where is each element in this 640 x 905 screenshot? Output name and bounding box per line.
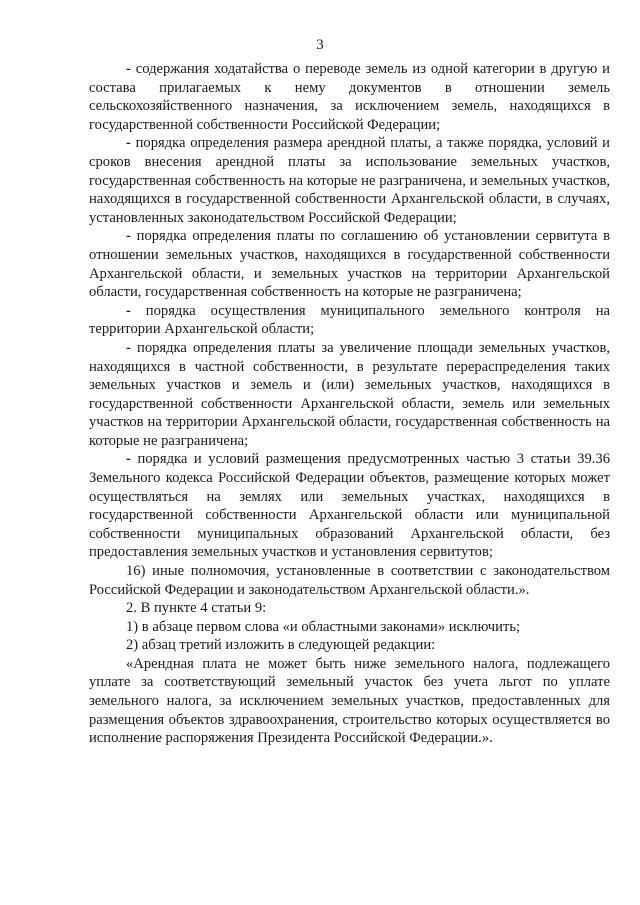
list-dash: - xyxy=(126,339,131,356)
paragraph: 2) абзац третий изложить в следующей редакции: xyxy=(126,637,436,654)
page-number: 3 xyxy=(316,37,324,53)
paragraph xyxy=(89,227,610,301)
list-dash: - xyxy=(126,61,131,77)
paragraph xyxy=(89,339,610,451)
paragraph-text: порядка осуществления муниципального земельного контроля на территории Архангельской области; xyxy=(89,302,610,338)
list-dash: - xyxy=(126,228,131,245)
paragraph-text: порядка определения размера арендной платы, а также порядка, условий и сроков внесения арендной платы за использование земельных участков, государственная собственность на которые не разграничена, и земельных участков, находящихся в государственной собственности Архангельской области, в случаях, установленных законодательством Российской Федерации; xyxy=(89,135,610,226)
paragraph-text: порядка определения платы по соглашению об установлении сервитута в отношении земельных участков, находящихся в государственной собственности Архангельской области, и земельных участков на территории Архангельской области, государственная собственность на которые не разграничена; xyxy=(89,228,610,301)
text-block-section-2 xyxy=(89,599,610,748)
paragraph: 2. В пункте 4 статьи 9: xyxy=(126,600,267,616)
list-dash: - xyxy=(126,135,131,152)
paragraph xyxy=(89,302,610,339)
paragraph xyxy=(89,60,610,134)
paragraph xyxy=(89,562,610,599)
paragraph xyxy=(89,134,610,227)
paragraph-text: порядка определения платы за увеличение площади земельных участков, находящихся в частной собственности, в результате перераспределения таких земельных участков и земель и (или) земельных участков, находящихся в государственной собственности Архангельской области, земель или земельных участков на территории Архангельской области, государственная собственность на которые не разграничена; xyxy=(89,339,610,449)
paragraph xyxy=(89,450,610,562)
paragraph-text: содержания ходатайства о переводе земель из одной категории в другую и состава прилагаемых к нему документов в отношении земель сельскохозяйственного назначения, за исключением земель, находящихся в государственной собственности Российской Федерации; xyxy=(89,61,610,133)
list-dash: - xyxy=(126,302,131,319)
paragraph: «Арендная плата не может быть ниже земельного налога, подлежащего уплате за соответствующий земельный участок без учета льгот по уплате земельного налога, за исключением земельных участков, предоставленных для размещения объектов здравоохранения, строительство которых осуществляется во исполнение распоряжения Президента Российской Федерации.». xyxy=(89,655,610,747)
list-dash: - xyxy=(126,451,131,468)
text-block-main xyxy=(89,60,610,599)
paragraph-text: порядка и условий размещения предусмотренных частью 3 статьи 39.36 Земельного кодекса Российской Федерации объектов, размещение которых может осуществляться на землях или земельных участках, находящихся в государственной собственности Архангельской области или муниципальной собственности муниципальных образований Архангельской области, без предоставления земельных участков и установления сервитутов; xyxy=(89,451,610,561)
paragraph: 1) в абзаце первом слова «и областными законами» исключить; xyxy=(126,618,521,635)
paragraph-text: 16) иные полномочия, установленные в соответствии с законодательством Российской Федерации и законодательством Архангельской области.». xyxy=(89,563,610,598)
